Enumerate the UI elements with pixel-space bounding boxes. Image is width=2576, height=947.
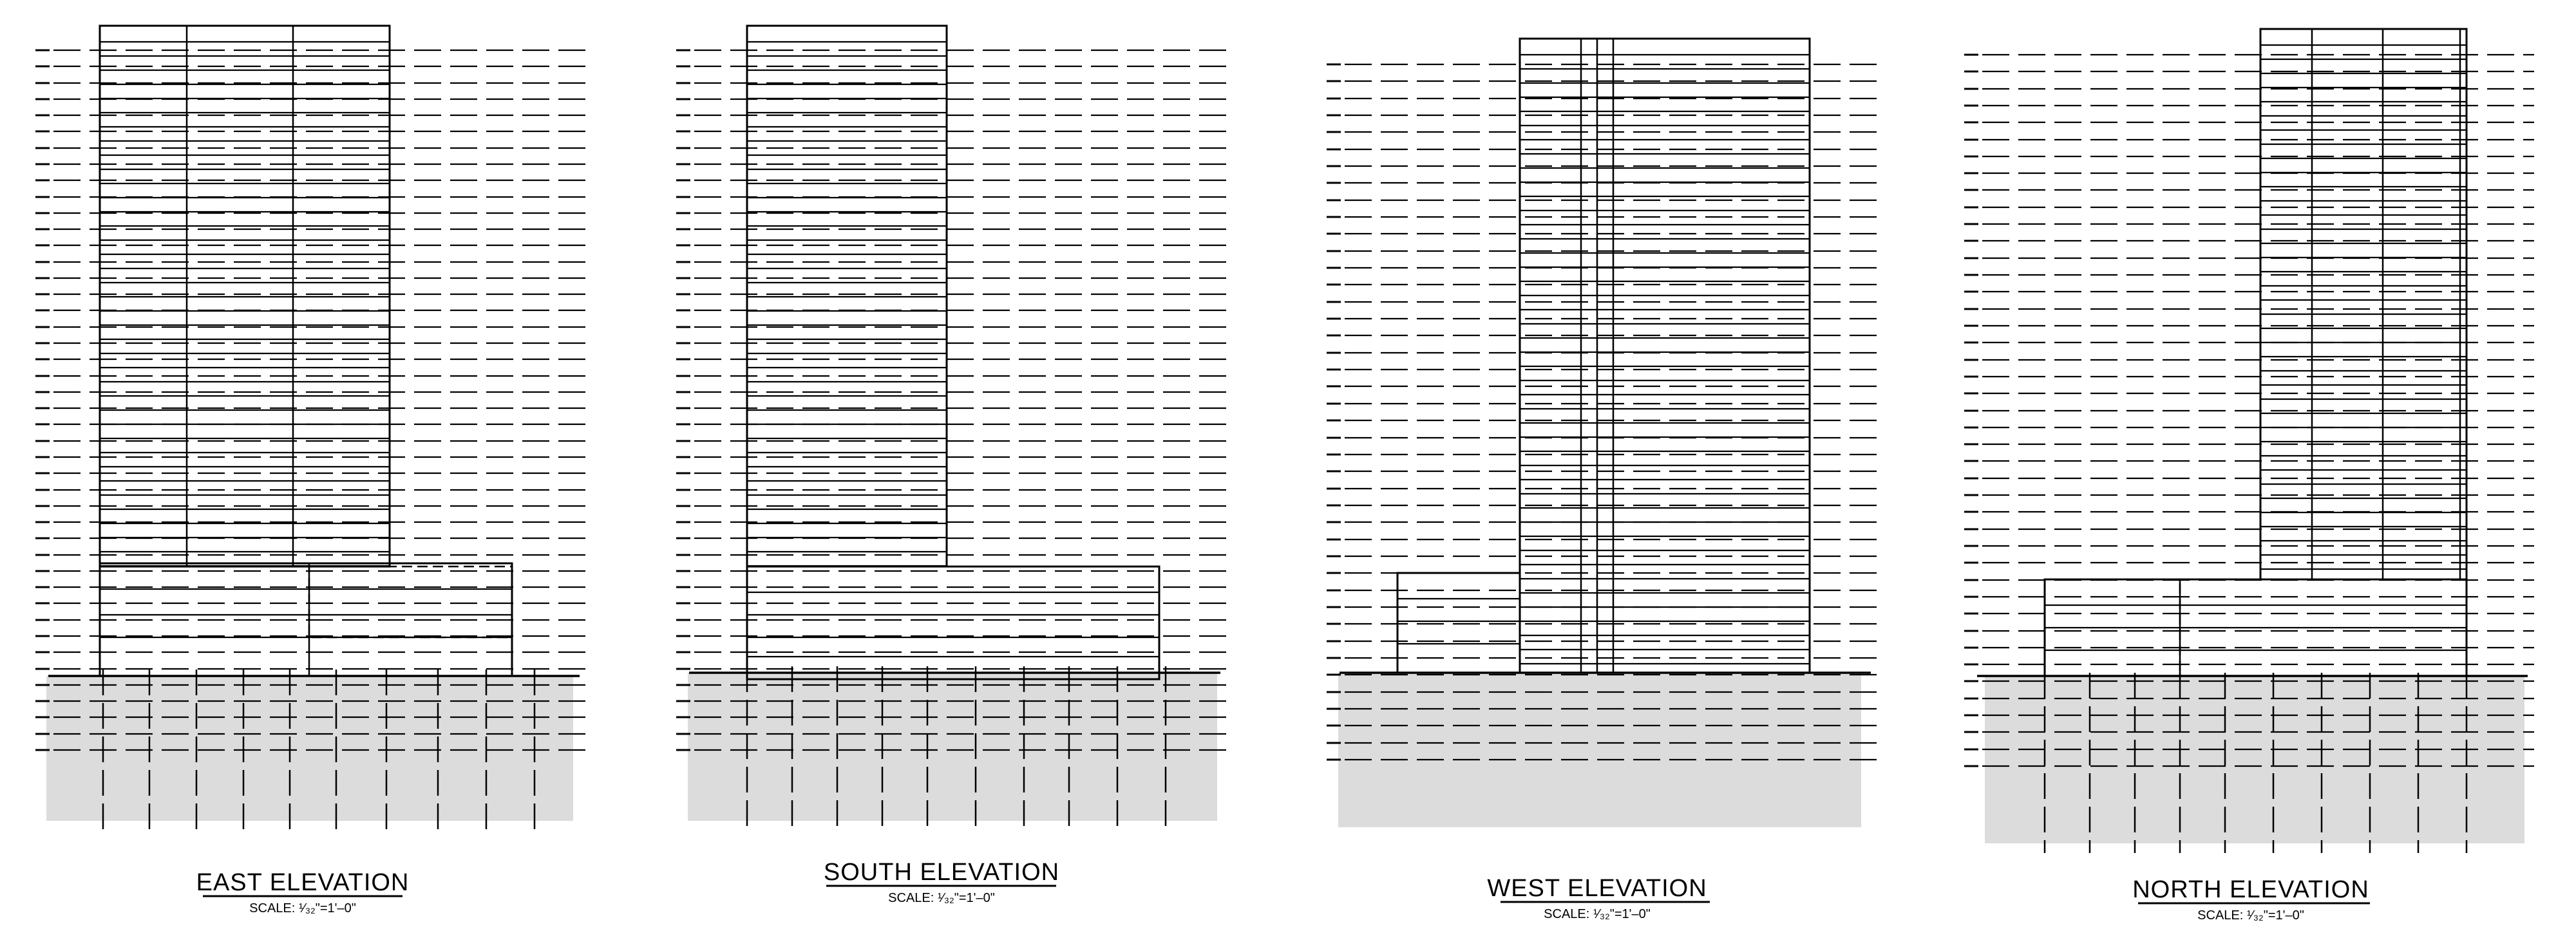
east-elevation — [35, 26, 586, 915]
north-ground-band — [1985, 676, 2524, 843]
east-dashed-volume — [309, 567, 512, 637]
south-building — [689, 26, 1220, 679]
east-scale-note: SCALE: ¹⁄₃₂"=1'–0" — [249, 901, 356, 915]
south-ground — [688, 673, 1217, 821]
east-ground — [46, 676, 573, 821]
east-ground-band — [46, 676, 573, 821]
east-building — [48, 26, 580, 676]
west-scale-note: SCALE: ¹⁄₃₂"=1'–0" — [1544, 907, 1651, 921]
north-tower-outline — [2260, 29, 2467, 579]
west-elevation-title: WEST ELEVATION — [1487, 875, 1707, 902]
north-building — [1977, 29, 2528, 676]
south-elevation — [676, 26, 1227, 905]
east-elevation-title: EAST ELEVATION — [196, 869, 410, 896]
north-elevation-title: NORTH ELEVATION — [2132, 876, 2369, 903]
west-ground — [1338, 673, 1861, 827]
west-tower-outline — [1520, 39, 1810, 673]
south-elevation-title: SOUTH ELEVATION — [823, 859, 1060, 886]
north-elevation — [1964, 29, 2534, 923]
west-ground-band — [1338, 673, 1861, 827]
south-scale-note: SCALE: ¹⁄₃₂"=1'–0" — [888, 891, 995, 905]
south-ground-band — [688, 673, 1217, 821]
north-ground — [1985, 676, 2524, 843]
north-scale-note: SCALE: ¹⁄₃₂"=1'–0" — [2197, 908, 2304, 923]
south-podium-outline — [747, 567, 1159, 679]
north-level-lines — [1964, 55, 2534, 766]
west-building — [1340, 39, 1871, 673]
west-elevation — [1327, 39, 1877, 921]
